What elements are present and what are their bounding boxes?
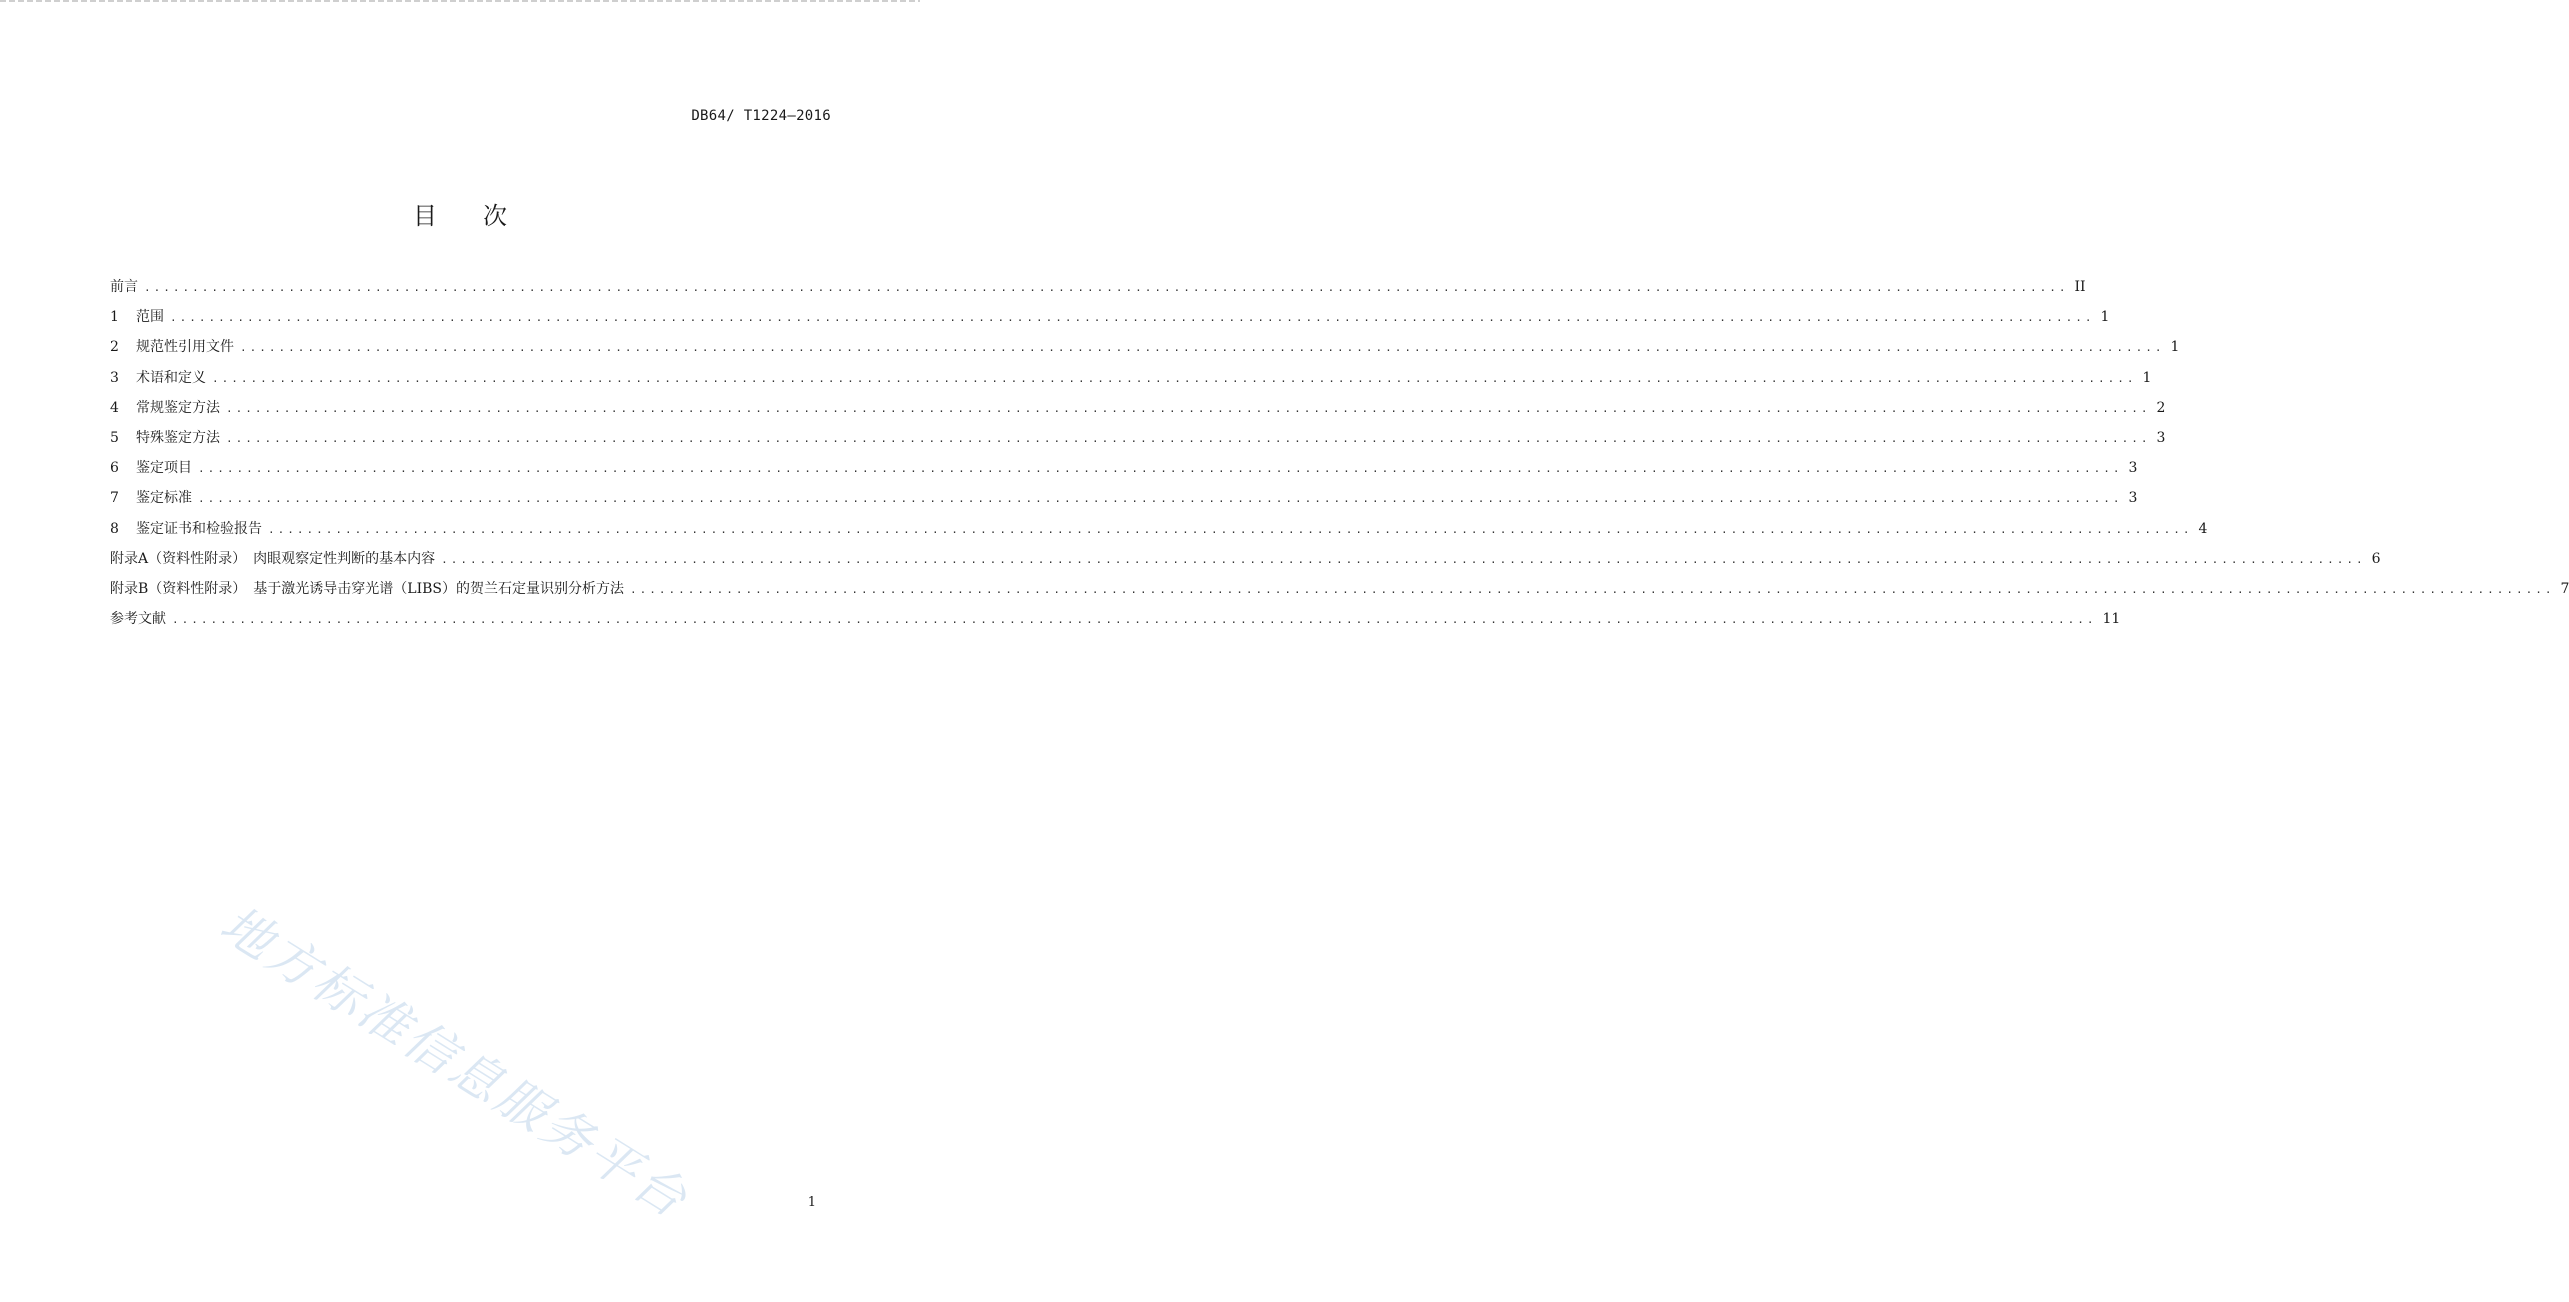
toc-entry-preface[interactable] xyxy=(110,272,2086,302)
toc-entry-number: 3 xyxy=(110,369,119,386)
toc-leader-dots: ........................................................................................................................................................................................................ xyxy=(198,462,2123,476)
watermark: 地方标准信息服务平台 xyxy=(210,894,700,1231)
toc-entry-number: 8 xyxy=(110,520,119,537)
toc-entry-number: 2 xyxy=(110,339,119,356)
document-code: DB64/ T1224—2016 xyxy=(691,108,831,124)
toc-leader-dots: ........................................................................................................................................................................................................ xyxy=(144,281,2069,294)
toc-entry-title: 鉴定证书和检验报告 xyxy=(136,520,262,537)
toc-entry-8[interactable] xyxy=(110,514,2208,544)
toc-entry-3[interactable] xyxy=(110,363,2152,393)
toc-entry-number: 4 xyxy=(110,399,119,416)
toc-entry-title: 术语和定义 xyxy=(136,369,206,386)
toc-entry-title: 特殊鉴定方法 xyxy=(136,429,220,446)
toc-leader-dots: ........................................................................................................................................................................................................ xyxy=(172,613,2097,627)
toc-entry-page: 3 xyxy=(2128,490,2138,507)
toc-entry-references[interactable] xyxy=(110,604,2121,634)
toc-entry-page: 7 xyxy=(2560,580,2569,597)
toc-entry-6[interactable] xyxy=(110,453,2138,483)
toc-entry-title: 附录A（资料性附录） 肉眼观察定性判断的基本内容 xyxy=(110,550,436,567)
toc-entry-appendix-a[interactable] xyxy=(110,544,2381,574)
toc-entry-page: II xyxy=(2074,279,2086,295)
toc-entry-page: 3 xyxy=(2128,460,2138,477)
toc-entry-number: 7 xyxy=(110,490,119,507)
toc-entry-number: 1 xyxy=(110,309,119,326)
toc-leader-dots: ........................................................................................................................................................................................................ xyxy=(630,582,2555,596)
toc-entry-page: 1 xyxy=(2142,369,2152,386)
toc-leader-dots: ........................................................................................................................................................................................................ xyxy=(198,492,2123,506)
toc-entry-page: 6 xyxy=(2371,550,2381,567)
table-of-contents xyxy=(110,272,2569,634)
toc-entry-page: 3 xyxy=(2156,429,2166,446)
toc-leader-dots: ........................................................................................................................................................................................................ xyxy=(268,522,2193,536)
toc-entry-5[interactable] xyxy=(110,423,2166,453)
toc-entry-2[interactable] xyxy=(110,332,2180,362)
toc-leader-dots: ........................................................................................................................................................................................................ xyxy=(441,552,2366,566)
toc-entry-title: 规范性引用文件 xyxy=(136,339,234,356)
toc-leader-dots: ........................................................................................................................................................................................................ xyxy=(212,371,2137,385)
toc-entry-title: 常规鉴定方法 xyxy=(136,399,220,416)
toc-entry-title: 鉴定项目 xyxy=(136,460,192,477)
toc-leader-dots: ........................................................................................................................................................................................................ xyxy=(226,401,2151,415)
toc-entry-number: 5 xyxy=(110,429,119,446)
toc-entry-appendix-b[interactable] xyxy=(110,574,2569,604)
top-rule xyxy=(0,0,920,2)
toc-entry-number: 6 xyxy=(110,460,119,477)
toc-entry-page: 11 xyxy=(2102,611,2121,628)
toc-leader-dots: ........................................................................................................................................................................................................ xyxy=(170,311,2095,325)
toc-entry-1[interactable] xyxy=(110,302,2110,332)
toc-entry-title: 参考文献 xyxy=(110,611,166,628)
toc-entry-page: 1 xyxy=(2170,339,2180,356)
toc-leader-dots: ........................................................................................................................................................................................................ xyxy=(226,431,2151,445)
page-title: 目次 xyxy=(413,202,553,230)
toc-entry-title: 附录B（资料性附录） 基于激光诱导击穿光谱（LIBS）的贺兰石定量识别分析方法 xyxy=(110,580,624,597)
toc-entry-page: 1 xyxy=(2100,309,2110,326)
toc-entry-7[interactable] xyxy=(110,483,2138,513)
toc-entry-page: 4 xyxy=(2198,520,2208,537)
toc-entry-title: 鉴定标准 xyxy=(136,490,192,507)
toc-entry-page: 2 xyxy=(2156,399,2166,416)
toc-leader-dots: ........................................................................................................................................................................................................ xyxy=(240,341,2165,355)
toc-entry-4[interactable] xyxy=(110,393,2166,423)
toc-entry-title: 范围 xyxy=(136,309,164,326)
page-number: 1 xyxy=(807,1195,816,1210)
toc-entry-title: 前言 xyxy=(110,279,138,295)
